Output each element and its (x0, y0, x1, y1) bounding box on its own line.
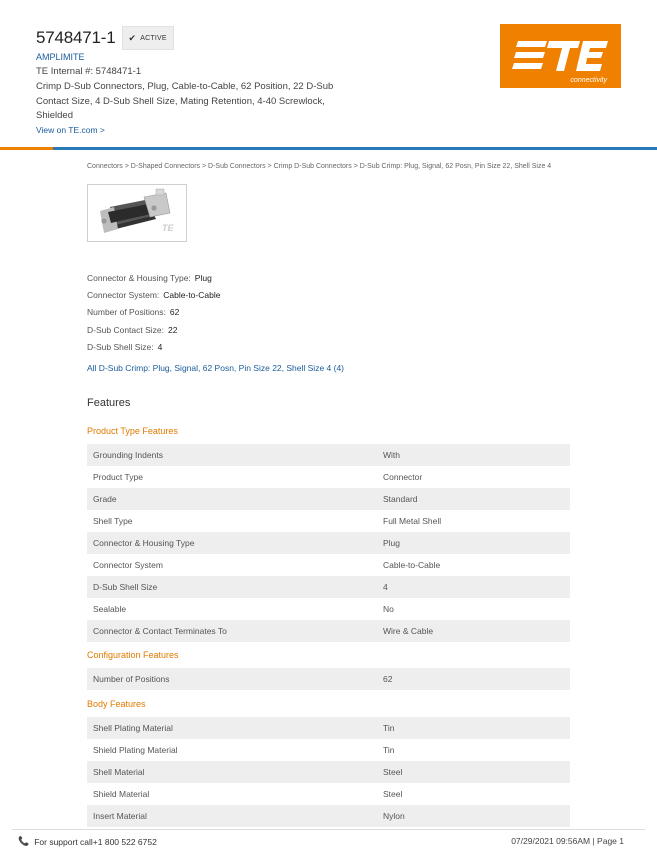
table-row: Connector & Contact Terminates To Wire & Cable (87, 620, 570, 642)
header-divider (0, 147, 657, 150)
all-products-link[interactable]: All D-Sub Crimp: Plug, Signal, 62 Posn, Pin Size 22, Shell Size 4 (4) (87, 363, 345, 373)
key-attribute: Connector & Housing Type: Plug (87, 273, 212, 283)
table-row: Shell Type Full Metal Shell (93, 516, 442, 526)
table-row: Shield Material Steel (93, 789, 403, 799)
check-icon: ✔ (128, 32, 137, 43)
brand-link[interactable]: AMPLIMITE (36, 52, 85, 62)
internal-number: TE Internal #: 5748471-1 (36, 66, 142, 77)
table-row: Shell Material Steel (87, 761, 570, 783)
key-attribute: D-Sub Contact Size: 22 (87, 324, 178, 335)
support-text: For support call+1 800 522 6752 (34, 836, 157, 847)
table-row: Shell Plating Material Tin (87, 717, 570, 739)
footer-divider (12, 829, 645, 830)
view-on-te-link[interactable]: View on TE.com > (36, 125, 105, 135)
table-row: Sealable No (93, 604, 394, 614)
table-row: Insert Material Nylon (87, 805, 570, 827)
logo-subtext: connectivity (570, 77, 607, 84)
image-watermark: TE (162, 223, 174, 233)
footer-date-page: 07/29/2021 09:56AM | Page 1 (511, 836, 624, 846)
key-attribute: Connector System: Cable-to-Cable (87, 290, 221, 301)
document-header (0, 0, 657, 150)
key-attribute: Number of Positions: 62 (87, 307, 180, 318)
section-title-product-type: Product Type Features (87, 426, 178, 436)
key-attribute: D-Sub Shell Size: 4 (87, 341, 163, 352)
table-row: Number of Positions 62 (87, 668, 570, 690)
table-row: Grounding Indents With (87, 444, 570, 466)
table-row: Shield Plating Material Tin (93, 745, 395, 755)
table-row: Grade Standard (87, 488, 570, 510)
product-image (87, 184, 187, 242)
section-title-body: Body Features (87, 699, 146, 709)
table-row: Connector & Housing Type Plug (87, 532, 570, 554)
section-title-configuration: Configuration Features (87, 650, 179, 660)
footer-support (18, 836, 157, 847)
breadcrumb[interactable]: Connectors > D-Shaped Connectors > D-Sub Connectors > Crimp D-Sub Connectors > D-Sub Crimp: Plug, Signal, 62 Posn, Pin Size 22, Shell Size 4 (87, 163, 552, 170)
te-connectivity-logo (500, 24, 621, 88)
table-row: Product Type Connector (93, 472, 423, 482)
phone-icon: 📞 (18, 836, 30, 846)
table-row: D-Sub Shell Size 4 (87, 576, 570, 598)
part-number-row (36, 26, 174, 50)
features-heading: Features (87, 397, 131, 409)
product-description: Crimp D-Sub Connectors, Plug, Cable-to-Cable, 62 Position, 22 D-Sub Contact Size, 4 D-Sub Shell Size, Mating Retention, 4-40 Screwlock, Shielded (36, 81, 334, 121)
status-badge (122, 26, 174, 50)
table-row: Connector System Cable-to-Cable (93, 560, 441, 570)
status-text: ACTIVE (140, 34, 167, 42)
key-attributes (87, 273, 220, 359)
part-number: 5748471-1 (36, 28, 116, 47)
